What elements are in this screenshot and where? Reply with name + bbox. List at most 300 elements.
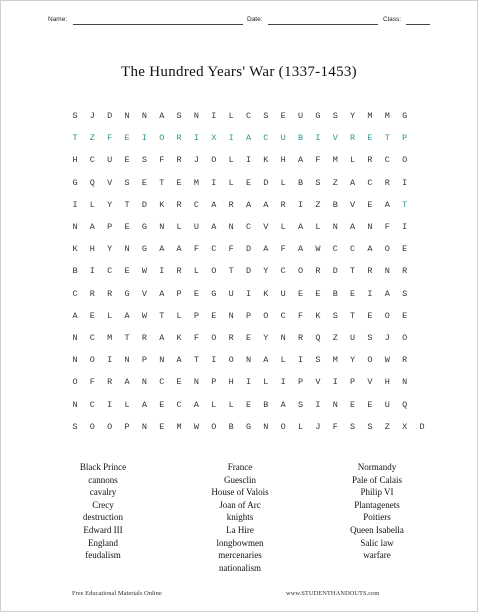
word-item: Joan of Arc xyxy=(219,499,261,510)
grid-letter: O xyxy=(263,310,269,321)
grid-letter: O xyxy=(297,266,304,277)
grid-letter: N xyxy=(245,355,252,366)
grid-letter: N xyxy=(124,244,130,255)
word-item: Queen Isabella xyxy=(350,524,404,535)
grid-letter: I xyxy=(211,355,217,366)
grid-letter: B xyxy=(297,133,304,144)
grid-letter: I xyxy=(72,199,78,210)
grid-letter: S xyxy=(332,310,338,321)
grid-letter: E xyxy=(350,288,356,299)
grid-letter: N xyxy=(141,111,147,121)
grid-letter: Y xyxy=(350,111,356,121)
grid-letter: L xyxy=(350,155,356,166)
grid-letter: O xyxy=(367,355,373,366)
grid-letter: A xyxy=(159,244,165,255)
grid-letter: I xyxy=(107,355,113,366)
grid-letter: L xyxy=(228,155,234,166)
word-item: Guesclin xyxy=(224,474,256,485)
class-label: Class: xyxy=(383,16,402,23)
grid-letter: M xyxy=(332,355,338,366)
grid-letter: B xyxy=(228,421,234,432)
grid-letter: P xyxy=(176,288,182,299)
grid-letter: V xyxy=(332,133,338,144)
word-item: Edward III xyxy=(83,524,123,535)
grid-letter: V xyxy=(263,222,269,232)
grid-letter: F xyxy=(89,377,95,388)
grid-letter: M xyxy=(193,177,199,188)
grid-letter: O xyxy=(89,355,95,366)
grid-letter: D xyxy=(419,421,425,432)
grid-letter: F xyxy=(228,244,234,255)
grid-letter: E xyxy=(141,177,147,188)
grid-letter: I xyxy=(315,399,321,410)
grid-letter: G xyxy=(245,421,252,432)
grid-letter: N xyxy=(72,355,78,366)
grid-letter: A xyxy=(280,399,286,410)
grid-letter: O xyxy=(211,421,217,432)
grid-letter: T xyxy=(124,199,130,210)
grid-letter: T xyxy=(402,199,408,210)
grid-letter: I xyxy=(367,288,373,299)
word-item: France xyxy=(227,462,253,472)
grid-letter: C xyxy=(245,222,252,232)
grid-letter: V xyxy=(141,288,147,299)
grid-letter: S xyxy=(176,111,182,121)
grid-letter: E xyxy=(124,133,130,144)
grid-letter: F xyxy=(107,133,113,144)
grid-letter: I xyxy=(193,133,199,144)
grid-letter: O xyxy=(107,421,113,432)
grid-letter: A xyxy=(350,222,356,232)
grid-letter: J xyxy=(89,111,95,121)
grid-letter: L xyxy=(228,111,234,121)
grid-letter: L xyxy=(263,377,269,388)
grid-letter: M xyxy=(367,111,373,121)
word-item: Normandy xyxy=(357,462,397,472)
word-item: Philip VI xyxy=(360,487,394,498)
word-item: Pale of Calais xyxy=(352,474,402,485)
grid-letter: A xyxy=(159,288,165,299)
grid-letter: Q xyxy=(89,177,95,188)
grid-letter: E xyxy=(350,399,356,410)
grid-letter: S xyxy=(402,288,408,299)
grid-letter: I xyxy=(211,111,217,121)
grid-letter: W xyxy=(141,266,147,277)
grid-letter: C xyxy=(332,244,338,255)
grid-letter: C xyxy=(263,133,269,144)
grid-letter: F xyxy=(315,155,321,166)
grid-letter: A xyxy=(263,355,269,366)
grid-letter: A xyxy=(159,333,165,343)
grid-letter: F xyxy=(193,244,199,255)
grid-letter: U xyxy=(384,399,390,410)
grid-letter: U xyxy=(107,155,113,166)
grid-letter: C xyxy=(350,244,356,255)
grid-letter: I xyxy=(159,266,165,277)
word-item: longbowmen xyxy=(216,537,264,548)
grid-letter: E xyxy=(159,421,165,432)
grid-letter: F xyxy=(193,333,199,343)
grid-letter: K xyxy=(315,310,321,321)
grid-letter: E xyxy=(245,177,252,188)
grid-letter: E xyxy=(124,266,130,277)
grid-letter: P xyxy=(107,222,113,232)
grid-letter: S xyxy=(332,111,338,121)
grid-letter: S xyxy=(72,421,78,432)
grid-letter: G xyxy=(72,177,78,188)
grid-letter: R xyxy=(367,155,373,166)
grid-letter: T xyxy=(350,266,356,277)
grid-letter: R xyxy=(297,333,304,343)
grid-letter: N xyxy=(72,399,78,410)
grid-letter: A xyxy=(176,355,182,366)
grid-letter: S xyxy=(315,355,321,366)
grid-letter: R xyxy=(176,155,182,166)
grid-letter: K xyxy=(263,288,269,299)
word-item: feudalism xyxy=(85,550,121,561)
grid-letter: E xyxy=(176,177,182,188)
grid-letter: I xyxy=(89,266,95,277)
grid-letter: L xyxy=(176,222,182,232)
word-item: cavalry xyxy=(89,487,117,498)
grid-letter: S xyxy=(297,399,304,410)
grid-letter: O xyxy=(228,355,234,366)
grid-letter: N xyxy=(193,111,199,121)
grid-letter: R xyxy=(384,177,390,188)
grid-letter: E xyxy=(367,399,373,410)
grid-letter: E xyxy=(211,310,217,321)
grid-letter: N xyxy=(384,266,390,277)
grid-letter: K xyxy=(176,333,182,343)
grid-letter: I xyxy=(211,177,217,188)
grid-letter: T xyxy=(384,133,390,144)
grid-letter: I xyxy=(332,377,338,388)
grid-letter: A xyxy=(350,177,356,188)
grid-letter: O xyxy=(402,333,408,343)
grid-letter: Y xyxy=(350,355,356,366)
grid-letter: N xyxy=(141,377,147,388)
word-list-column-3 xyxy=(317,461,437,562)
grid-letter: B xyxy=(332,288,338,299)
grid-letter: N xyxy=(72,222,78,232)
word-item: cannons xyxy=(88,474,118,485)
grid-letter: U xyxy=(280,133,286,144)
grid-letter: G xyxy=(315,111,321,121)
grid-letter: L xyxy=(211,399,217,410)
grid-letter: O xyxy=(89,421,95,432)
grid-letter: Y xyxy=(107,244,113,255)
grid-letter: E xyxy=(159,399,165,410)
grid-letter: C xyxy=(89,333,95,343)
grid-letter: R xyxy=(350,133,356,144)
grid-letter: A xyxy=(141,399,147,410)
grid-letter: N xyxy=(124,355,130,366)
grid-letter: D xyxy=(332,266,338,277)
grid-letter: Q xyxy=(315,333,321,343)
grid-letter: R xyxy=(402,355,408,366)
word-item: Black Prince xyxy=(79,462,127,472)
grid-letter: I xyxy=(245,288,252,299)
grid-letter: A xyxy=(89,222,95,232)
grid-letter: N xyxy=(280,333,286,343)
footer-right-url[interactable]: www.STUDENTHANDOUTS.com xyxy=(286,590,380,597)
grid-letter: N xyxy=(332,399,338,410)
grid-letter: P xyxy=(245,310,252,321)
grid-letter: F xyxy=(159,155,165,166)
grid-letter: R xyxy=(176,199,182,210)
grid-letter: P xyxy=(211,377,217,388)
grid-letter: A xyxy=(297,155,304,166)
grid-letter: I xyxy=(245,155,252,166)
word-item: Poitiers xyxy=(363,512,391,523)
date-label: Date: xyxy=(247,16,263,23)
grid-letter: C xyxy=(245,111,252,121)
word-item: Salic law xyxy=(360,537,394,548)
grid-letter: R xyxy=(315,266,321,277)
grid-letter: C xyxy=(89,399,95,410)
grid-letter: L xyxy=(89,199,95,210)
word-list-column-1 xyxy=(43,461,163,562)
grid-letter: L xyxy=(228,177,234,188)
grid-letter: A xyxy=(245,199,252,210)
grid-letter: R xyxy=(228,333,234,343)
grid-letter: H xyxy=(72,155,78,166)
grid-letter: E xyxy=(367,199,373,210)
grid-letter: S xyxy=(350,421,356,432)
grid-letter: L xyxy=(124,399,130,410)
grid-letter: L xyxy=(315,222,321,232)
grid-letter: N xyxy=(228,310,234,321)
word-item: mercenaries xyxy=(218,550,262,561)
grid-letter: D xyxy=(141,199,147,210)
grid-letter: E xyxy=(245,333,252,343)
grid-letter: V xyxy=(367,377,373,388)
grid-letter: C xyxy=(193,199,199,210)
grid-letter: R xyxy=(280,199,286,210)
grid-letter: P xyxy=(141,355,147,366)
grid-letter: E xyxy=(367,310,373,321)
grid-letter: I xyxy=(297,199,304,210)
grid-letter: Z xyxy=(315,199,321,210)
word-item: destruction xyxy=(83,512,123,523)
grid-letter: I xyxy=(280,377,286,388)
grid-letter: E xyxy=(245,399,252,410)
grid-letter: G xyxy=(124,288,130,299)
grid-letter: L xyxy=(297,421,304,432)
grid-letter: N xyxy=(367,222,373,232)
page-title: The Hundred Years' War (1337-1453) xyxy=(121,64,357,80)
grid-letter: L xyxy=(228,399,234,410)
grid-letter: R xyxy=(402,266,408,277)
grid-letter: S xyxy=(124,177,130,188)
grid-letter: K xyxy=(72,244,78,255)
grid-letter: S xyxy=(72,111,78,121)
grid-letter: O xyxy=(402,155,408,166)
grid-letter: Y xyxy=(263,266,269,277)
word-list-column-2 xyxy=(180,461,300,574)
grid-letter: L xyxy=(280,355,286,366)
grid-letter: F xyxy=(280,244,286,255)
grid-letter: B xyxy=(72,266,78,277)
grid-letter: L xyxy=(193,266,199,277)
grid-letter: S xyxy=(315,177,321,188)
grid-letter: O xyxy=(72,377,78,388)
grid-letter: Q xyxy=(402,399,408,410)
grid-letter: G xyxy=(141,222,147,232)
grid-letter: Y xyxy=(107,199,113,210)
name-field[interactable] xyxy=(73,24,243,25)
grid-letter: E xyxy=(124,155,130,166)
grid-letter: W xyxy=(193,421,199,432)
grid-letter: T xyxy=(159,310,165,321)
grid-letter: M xyxy=(107,333,113,343)
word-item: knights xyxy=(226,512,254,523)
grid-letter: I xyxy=(107,399,113,410)
grid-letter: E xyxy=(124,222,130,232)
grid-letter: A xyxy=(384,199,390,210)
grid-letter: J xyxy=(384,333,390,343)
grid-letter: W xyxy=(141,310,147,321)
grid-letter: N xyxy=(159,355,165,366)
grid-letter: X xyxy=(211,133,217,144)
grid-letter: C xyxy=(107,266,113,277)
word-item: House of Valois xyxy=(211,487,269,498)
grid-letter: U xyxy=(350,333,356,343)
grid-letter: K xyxy=(263,155,269,166)
grid-letter: D xyxy=(245,266,252,277)
grid-letter: F xyxy=(332,421,338,432)
grid-letter: Z xyxy=(384,421,390,432)
grid-letter: U xyxy=(193,222,199,232)
student-info-header xyxy=(48,15,438,29)
grid-letter: D xyxy=(263,177,269,188)
grid-letter: C xyxy=(159,377,165,388)
grid-letter: A xyxy=(211,199,217,210)
grid-letter: N xyxy=(72,333,78,343)
grid-letter: R xyxy=(89,288,95,299)
grid-letter: I xyxy=(402,222,408,232)
grid-letter: D xyxy=(245,244,252,255)
grid-letter: M xyxy=(176,421,182,432)
grid-letter: A xyxy=(124,310,130,321)
grid-letter: S xyxy=(141,155,147,166)
word-item: Crecy xyxy=(92,499,114,510)
grid-letter: T xyxy=(193,355,199,366)
grid-letter: H xyxy=(228,377,234,388)
grid-letter: U xyxy=(297,111,304,121)
grid-letter: A xyxy=(263,244,269,255)
grid-letter: V xyxy=(315,377,321,388)
grid-letter: E xyxy=(89,310,95,321)
grid-letter: H xyxy=(280,155,286,166)
grid-letter: V xyxy=(350,199,356,210)
grid-letter: A xyxy=(245,133,252,144)
grid-letter: I xyxy=(228,133,234,144)
grid-letter: Z xyxy=(89,133,95,144)
grid-letter: T xyxy=(350,310,356,321)
grid-letter: R xyxy=(176,133,182,144)
grid-letter: F xyxy=(297,310,304,321)
word-item: nationalism xyxy=(219,562,261,573)
grid-letter: Z xyxy=(332,177,338,188)
grid-letter: E xyxy=(402,310,408,321)
grid-letter: O xyxy=(211,155,217,166)
class-field[interactable] xyxy=(406,24,430,25)
grid-letter: O xyxy=(211,333,217,343)
grid-letter: A xyxy=(384,288,390,299)
grid-letter: A xyxy=(211,222,217,232)
grid-letter: P xyxy=(297,377,304,388)
grid-letter: C xyxy=(89,155,95,166)
grid-letter: N xyxy=(193,377,199,388)
grid-letter: I xyxy=(402,177,408,188)
word-item: England xyxy=(88,537,118,548)
grid-letter: C xyxy=(176,399,182,410)
grid-letter: O xyxy=(384,244,390,255)
grid-letter: E xyxy=(280,111,286,121)
grid-letter: H xyxy=(384,377,390,388)
name-label: Name: xyxy=(48,16,68,23)
grid-letter: M xyxy=(332,155,338,166)
grid-letter: J xyxy=(193,155,199,166)
grid-letter: G xyxy=(402,111,408,121)
grid-letter: V xyxy=(107,177,113,188)
grid-letter: R xyxy=(107,377,113,388)
grid-letter: E xyxy=(315,288,321,299)
grid-letter: A xyxy=(297,222,304,232)
word-item: La Hire xyxy=(226,524,254,535)
grid-letter: C xyxy=(280,266,286,277)
grid-letter: O xyxy=(384,310,390,321)
grid-letter: I xyxy=(297,355,304,366)
grid-letter: A xyxy=(176,244,182,255)
grid-letter: N xyxy=(332,222,338,232)
grid-letter: A xyxy=(263,199,269,210)
grid-letter: R xyxy=(367,266,373,277)
grid-letter: C xyxy=(211,244,217,255)
grid-letter: I xyxy=(141,133,147,144)
word-item: Plantagenets xyxy=(354,499,400,510)
grid-letter: L xyxy=(280,177,286,188)
grid-letter: F xyxy=(384,222,390,232)
grid-letter: E xyxy=(402,244,408,255)
grid-letter: N xyxy=(402,377,408,388)
grid-letter: P xyxy=(124,421,130,432)
grid-letter: C xyxy=(367,177,373,188)
grid-letter: R xyxy=(141,333,147,343)
grid-letter: B xyxy=(297,177,304,188)
grid-letter: Y xyxy=(263,333,269,343)
grid-letter: T xyxy=(72,133,78,144)
grid-letter: E xyxy=(176,377,182,388)
word-item: warfare xyxy=(363,550,391,561)
grid-letter: S xyxy=(367,333,373,343)
grid-letter: P xyxy=(350,377,356,388)
date-field[interactable] xyxy=(268,24,378,25)
grid-letter: E xyxy=(193,288,199,299)
footer-left-text: Free Educational Materials Online xyxy=(72,590,162,597)
grid-letter: A xyxy=(72,310,78,321)
grid-letter: J xyxy=(315,421,321,432)
grid-letter: U xyxy=(228,288,234,299)
grid-letter: Z xyxy=(332,333,338,343)
grid-letter: X xyxy=(402,421,408,432)
grid-letter: S xyxy=(367,421,373,432)
grid-letter: C xyxy=(280,310,286,321)
grid-letter: P xyxy=(193,310,199,321)
grid-letter: C xyxy=(384,155,390,166)
grid-letter: E xyxy=(367,133,373,144)
